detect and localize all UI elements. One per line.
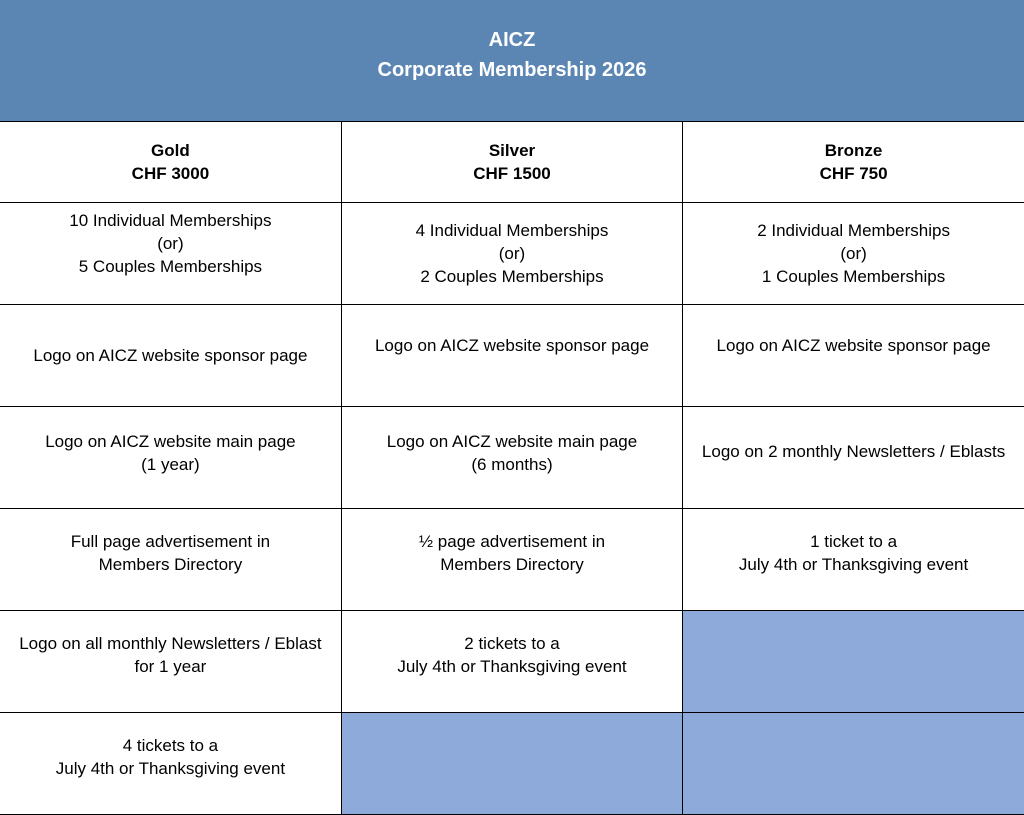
tier-silver-header [341, 122, 682, 203]
tier-price: CHF 750 [819, 164, 888, 183]
tier-name: Silver [488, 141, 536, 160]
gold-benefit-cell [0, 713, 341, 815]
tier-price: CHF 1500 [473, 164, 551, 183]
tier-gold-header [0, 122, 341, 203]
benefit-line: Logo on AICZ website sponsor page [374, 336, 650, 355]
gold-benefit-cell [0, 509, 341, 611]
benefit-line: 4 Individual Memberships [415, 221, 609, 240]
tier-bronze-header [683, 122, 1024, 203]
bronze-empty-cell [683, 713, 1024, 815]
benefit-row-newsletters [0, 611, 1024, 713]
silver-empty-cell [341, 713, 682, 815]
bronze-benefit-cell [683, 203, 1024, 305]
silver-benefit-cell [341, 611, 682, 713]
tier-name: Bronze [824, 141, 883, 160]
benefit-line: (or) [498, 244, 526, 263]
benefit-line: Logo on all monthly Newsletters / Eblast [19, 633, 322, 653]
benefit-line: 2 Individual Memberships [757, 221, 950, 240]
benefit-row-tickets [0, 713, 1024, 815]
benefit-line: July 4th or Thanksgiving event [738, 554, 969, 574]
benefit-row-sponsor-page [0, 305, 1024, 407]
benefit-line: Logo on AICZ website main page [386, 431, 638, 451]
tier-header-row [0, 122, 1024, 203]
gold-benefit-cell [0, 611, 341, 713]
gold-benefit-cell [0, 305, 341, 407]
benefit-line: 4 tickets to a [122, 735, 219, 755]
membership-banner [0, 0, 1024, 121]
silver-benefit-cell [341, 305, 682, 407]
silver-benefit-cell [341, 509, 682, 611]
bronze-benefit-cell [683, 305, 1024, 407]
benefit-line: 2 Couples Memberships [420, 267, 604, 286]
benefit-row-directory [0, 509, 1024, 611]
benefit-line: Members Directory [440, 554, 584, 574]
silver-benefit-cell [341, 203, 682, 305]
benefit-row-main-page [0, 407, 1024, 509]
benefit-line: 1 ticket to a [810, 531, 898, 551]
benefit-line: Full page advertisement in [70, 531, 271, 551]
benefit-line: Logo on AICZ website sponsor page [33, 346, 308, 365]
bronze-benefit-cell [683, 509, 1024, 611]
gold-benefit-cell [0, 407, 341, 509]
benefit-line: for 1 year [134, 656, 207, 676]
benefit-line: 5 Couples Memberships [78, 257, 263, 276]
benefit-line: Members Directory [98, 554, 243, 574]
benefit-line: ½ page advertisement in [418, 531, 606, 551]
gold-benefit-cell [0, 193, 341, 295]
benefit-line: July 4th or Thanksgiving event [55, 758, 286, 778]
benefit-line: 1 Couples Memberships [761, 267, 946, 286]
benefit-line: Logo on AICZ website sponsor page [716, 336, 991, 355]
benefit-line: 10 Individual Memberships [69, 211, 272, 230]
membership-table [0, 121, 1024, 815]
silver-benefit-cell [341, 407, 682, 509]
tier-name: Gold [151, 141, 190, 160]
bronze-benefit-cell [683, 407, 1024, 509]
benefit-line: (or) [840, 244, 867, 263]
benefit-line: July 4th or Thanksgiving event [397, 656, 627, 676]
page-title: Corporate Membership 2026 [377, 58, 647, 81]
benefit-row-memberships [0, 203, 1024, 305]
benefit-line: (6 months) [471, 454, 553, 474]
benefit-line: (1 year) [141, 454, 200, 474]
benefit-line: 2 tickets to a [464, 633, 560, 653]
bronze-empty-cell [683, 611, 1024, 713]
tier-price: CHF 3000 [131, 164, 210, 183]
benefit-line: (or) [157, 234, 184, 253]
org-name: AICZ [488, 28, 536, 51]
benefit-line: Logo on AICZ website main page [45, 431, 296, 451]
benefit-line: Logo on 2 monthly Newsletters / Eblasts [701, 442, 1006, 461]
